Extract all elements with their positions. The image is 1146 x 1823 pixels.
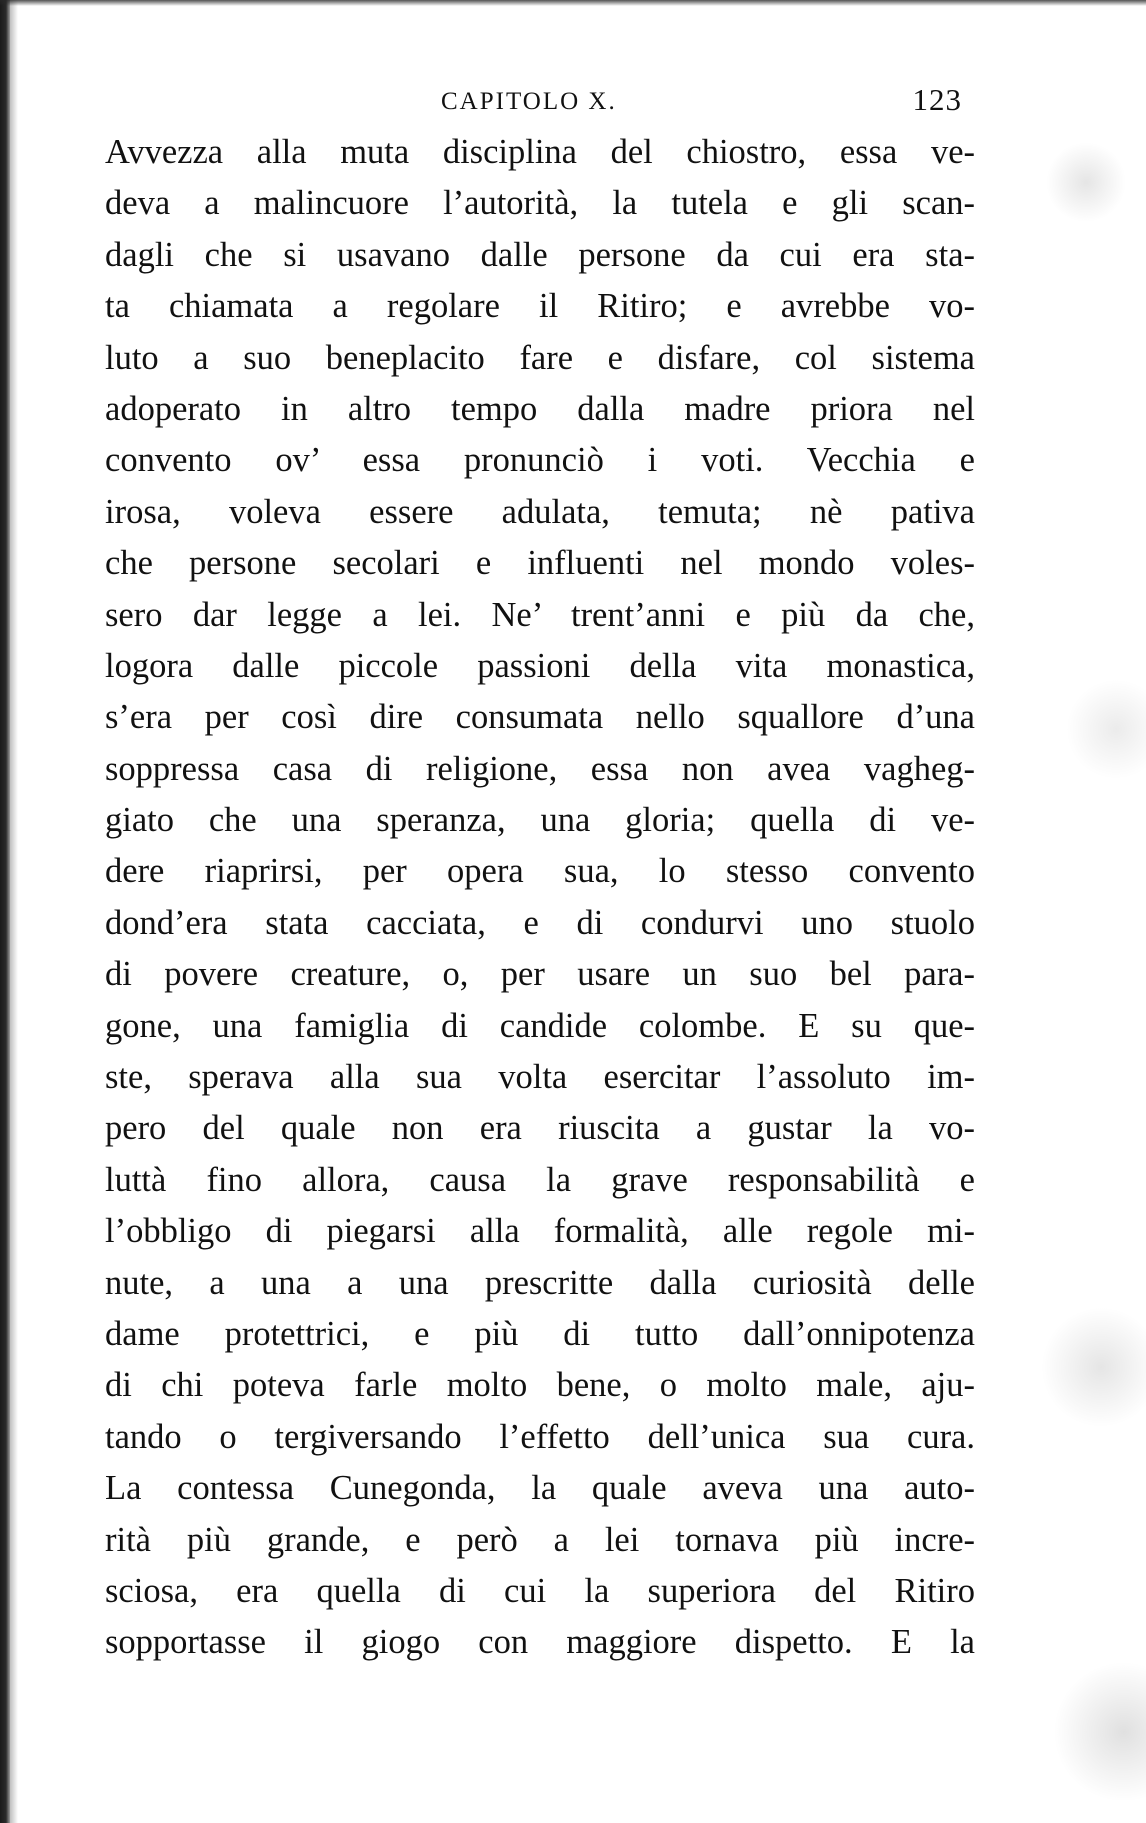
text-line: sopportasse il giogo con maggiore dispetto. E la — [105, 1623, 975, 1662]
text-line: soppressa casa di religione, essa non avea vagheg- — [105, 749, 975, 788]
text-line: nute, a una a una prescritte dalla curiosità delle — [105, 1263, 975, 1302]
page-number: 123 — [912, 82, 962, 117]
binding-shadow — [10, 0, 18, 1823]
body-text — [105, 127, 975, 1669]
text-line: irosa, voleva essere adulata, temuta; nè pativa — [105, 492, 975, 531]
text-line: Avvezza alla muta disciplina del chiostro, essa ve- — [105, 133, 975, 171]
running-head: CAPITOLO X. — [441, 88, 617, 115]
text-line: dame protettrici, e più di tutto dall’onnipotenza — [105, 1314, 975, 1353]
text-line: gone, una famiglia di candide colombe. E su que- — [105, 1006, 975, 1045]
text-line: sero dar legge a lei. Ne’ trent’anni e più da che, — [105, 595, 975, 634]
text-line: logora dalle piccole passioni della vita monastica, — [105, 646, 975, 685]
text-line: dere riaprirsi, per opera sua, lo stesso convento — [105, 852, 975, 891]
text-line: di chi poteva farle molto bene, o molto male, aju- — [105, 1366, 975, 1405]
text-line: luttà fino allora, causa la grave responsabilità e — [105, 1160, 975, 1199]
binding-edge — [0, 0, 10, 1823]
text-line: pero del quale non era riuscita a gustar la vo- — [105, 1109, 975, 1148]
text-line: di povere creature, o, per usare un suo bel para- — [105, 955, 975, 994]
text-line: dagli che si usavano dalle persone da cui era sta- — [105, 235, 975, 274]
text-line: La contessa Cunegonda, la quale aveva una auto- — [105, 1469, 975, 1508]
text-line: ta chiamata a regolare il Ritiro; e avrebbe vo- — [105, 287, 975, 326]
text-line: dond’era stata cacciata, e di condurvi uno stuolo — [105, 903, 975, 942]
top-edge-shadow — [0, 0, 1146, 6]
paper-speckle — [996, 0, 1146, 1823]
text-line: che persone secolari e influenti nel mondo voles- — [105, 544, 975, 583]
text-line: ste, sperava alla sua volta esercitar l’assoluto im- — [105, 1058, 975, 1097]
page-header — [105, 82, 970, 122]
text-line: s’era per così dire consumata nello squallore d’una — [105, 698, 975, 737]
text-line: convento ov’ essa pronunciò i voti. Vecchia e — [105, 441, 975, 480]
text-line: adoperato in altro tempo dalla madre priora nel — [105, 389, 975, 428]
text-line: l’obbligo di piegarsi alla formalità, alle regole mi- — [105, 1212, 975, 1251]
text-line: tando o tergiversando l’effetto dell’unica sua cura. — [105, 1417, 975, 1456]
text-line: luto a suo beneplacito fare e disfare, col sistema — [105, 338, 975, 377]
text-line: rità più grande, e però a lei tornava più incre- — [105, 1520, 975, 1559]
text-line: deva a malincuore l’autorità, la tutela e gli scan- — [105, 184, 975, 223]
text-line: giato che una speranza, una gloria; quella di ve- — [105, 801, 975, 840]
text-line: sciosa, era quella di cui la superiora del Ritiro — [105, 1571, 975, 1610]
